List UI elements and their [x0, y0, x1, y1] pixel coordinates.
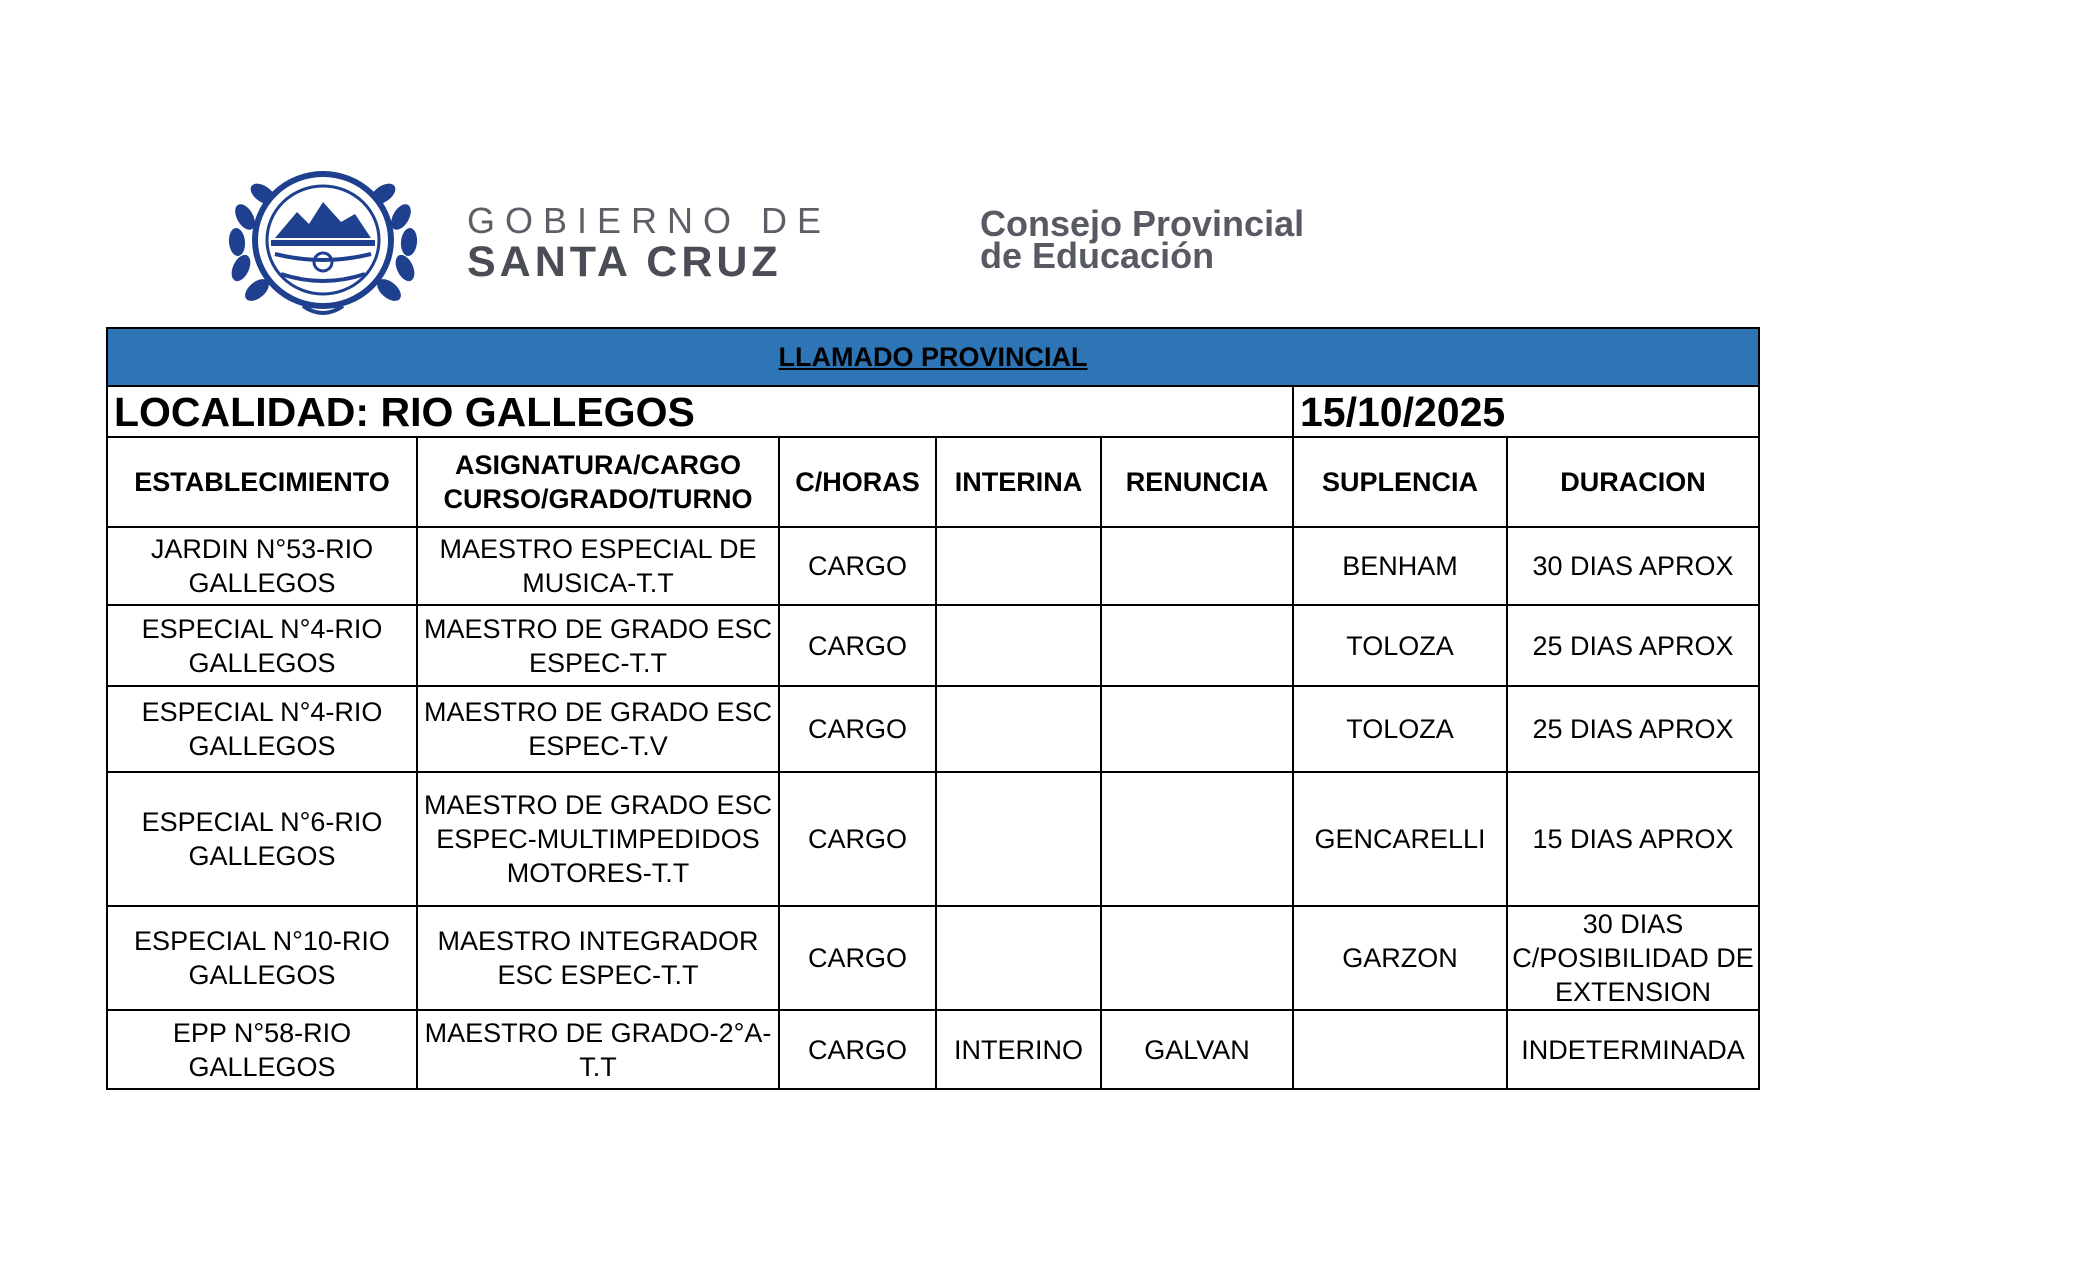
- table-cell: 15 DIAS APROX: [1507, 772, 1759, 906]
- table-cell: [1101, 906, 1293, 1010]
- table-cell: [1101, 772, 1293, 906]
- table-cell: [936, 906, 1101, 1010]
- table-cell: ESPECIAL N°4-RIO GALLEGOS: [107, 605, 417, 686]
- table-cell: [1101, 605, 1293, 686]
- table-cell: INDETERMINADA: [1507, 1010, 1759, 1089]
- column-header: ASIGNATURA/CARGO CURSO/GRADO/TURNO: [417, 437, 779, 527]
- column-header: INTERINA: [936, 437, 1101, 527]
- document-date: 15/10/2025: [1293, 386, 1759, 437]
- council-line-1: Consejo Provincial: [980, 203, 1305, 244]
- government-line-1: GOBIERNO DE: [467, 200, 832, 241]
- column-header: RENUNCIA: [1101, 437, 1293, 527]
- table-row: [107, 527, 1759, 605]
- table-cell: [1101, 686, 1293, 772]
- table-cell: 30 DIAS APROX: [1507, 527, 1759, 605]
- table-cell: TOLOZA: [1293, 605, 1507, 686]
- council-line-2: de Educación: [980, 235, 1215, 276]
- table-cell: ESPECIAL N°4-RIO GALLEGOS: [107, 686, 417, 772]
- column-header: SUPLENCIA: [1293, 437, 1507, 527]
- table-row: [107, 605, 1759, 686]
- document-title: [107, 328, 1759, 386]
- government-line-2: SANTA CRUZ: [467, 238, 782, 286]
- table-cell: CARGO: [779, 772, 936, 906]
- table-cell: 30 DIAS C/POSIBILIDAD DE EXTENSION: [1507, 906, 1759, 1010]
- table-cell: INTERINO: [936, 1010, 1101, 1089]
- table-cell: MAESTRO DE GRADO-2°A-T.T: [417, 1010, 779, 1089]
- table-cell: MAESTRO DE GRADO ESC ESPEC-MULTIMPEDIDOS MOTORES-T.T: [417, 772, 779, 906]
- table-cell: GALVAN: [1101, 1010, 1293, 1089]
- table-cell: JARDIN N°53-RIO GALLEGOS: [107, 527, 417, 605]
- table-cell: CARGO: [779, 686, 936, 772]
- table-cell: ESPECIAL N°10-RIO GALLEGOS: [107, 906, 417, 1010]
- table-cell: MAESTRO DE GRADO ESC ESPEC-T.V: [417, 686, 779, 772]
- table-cell: [936, 605, 1101, 686]
- table-cell: [1293, 1010, 1507, 1089]
- document-title-text: LLAMADO PROVINCIAL: [778, 342, 1088, 372]
- table-cell: CARGO: [779, 527, 936, 605]
- column-header: C/HORAS: [779, 437, 936, 527]
- council-name: [980, 203, 1420, 276]
- table-row: [107, 772, 1759, 906]
- table-cell: CARGO: [779, 1010, 936, 1089]
- table-cell: 25 DIAS APROX: [1507, 605, 1759, 686]
- province-seal-icon: [225, 162, 421, 322]
- table-cell: MAESTRO ESPECIAL DE MUSICA-T.T: [417, 527, 779, 605]
- table-cell: [936, 527, 1101, 605]
- table-cell: GENCARELLI: [1293, 772, 1507, 906]
- table-cell: EPP N°58-RIO GALLEGOS: [107, 1010, 417, 1089]
- table-cell: [936, 772, 1101, 906]
- table-header-row: [107, 437, 1759, 527]
- column-header: DURACION: [1507, 437, 1759, 527]
- table-cell: BENHAM: [1293, 527, 1507, 605]
- table-row: [107, 686, 1759, 772]
- table-cell: MAESTRO DE GRADO ESC ESPEC-T.T: [417, 605, 779, 686]
- table-cell: MAESTRO INTEGRADOR ESC ESPEC-T.T: [417, 906, 779, 1010]
- table-cell: TOLOZA: [1293, 686, 1507, 772]
- table-cell: [1101, 527, 1293, 605]
- table-cell: CARGO: [779, 605, 936, 686]
- column-header: ESTABLECIMIENTO: [107, 437, 417, 527]
- table-row: [107, 1010, 1759, 1089]
- table-cell: 25 DIAS APROX: [1507, 686, 1759, 772]
- table-cell: ESPECIAL N°6-RIO GALLEGOS: [107, 772, 417, 906]
- table-cell: GARZON: [1293, 906, 1507, 1010]
- location-label: LOCALIDAD: RIO GALLEGOS: [107, 386, 1293, 437]
- government-name: [467, 202, 907, 284]
- table-cell: [936, 686, 1101, 772]
- table-cell: CARGO: [779, 906, 936, 1010]
- call-table: [106, 327, 1760, 1090]
- table-row: [107, 906, 1759, 1010]
